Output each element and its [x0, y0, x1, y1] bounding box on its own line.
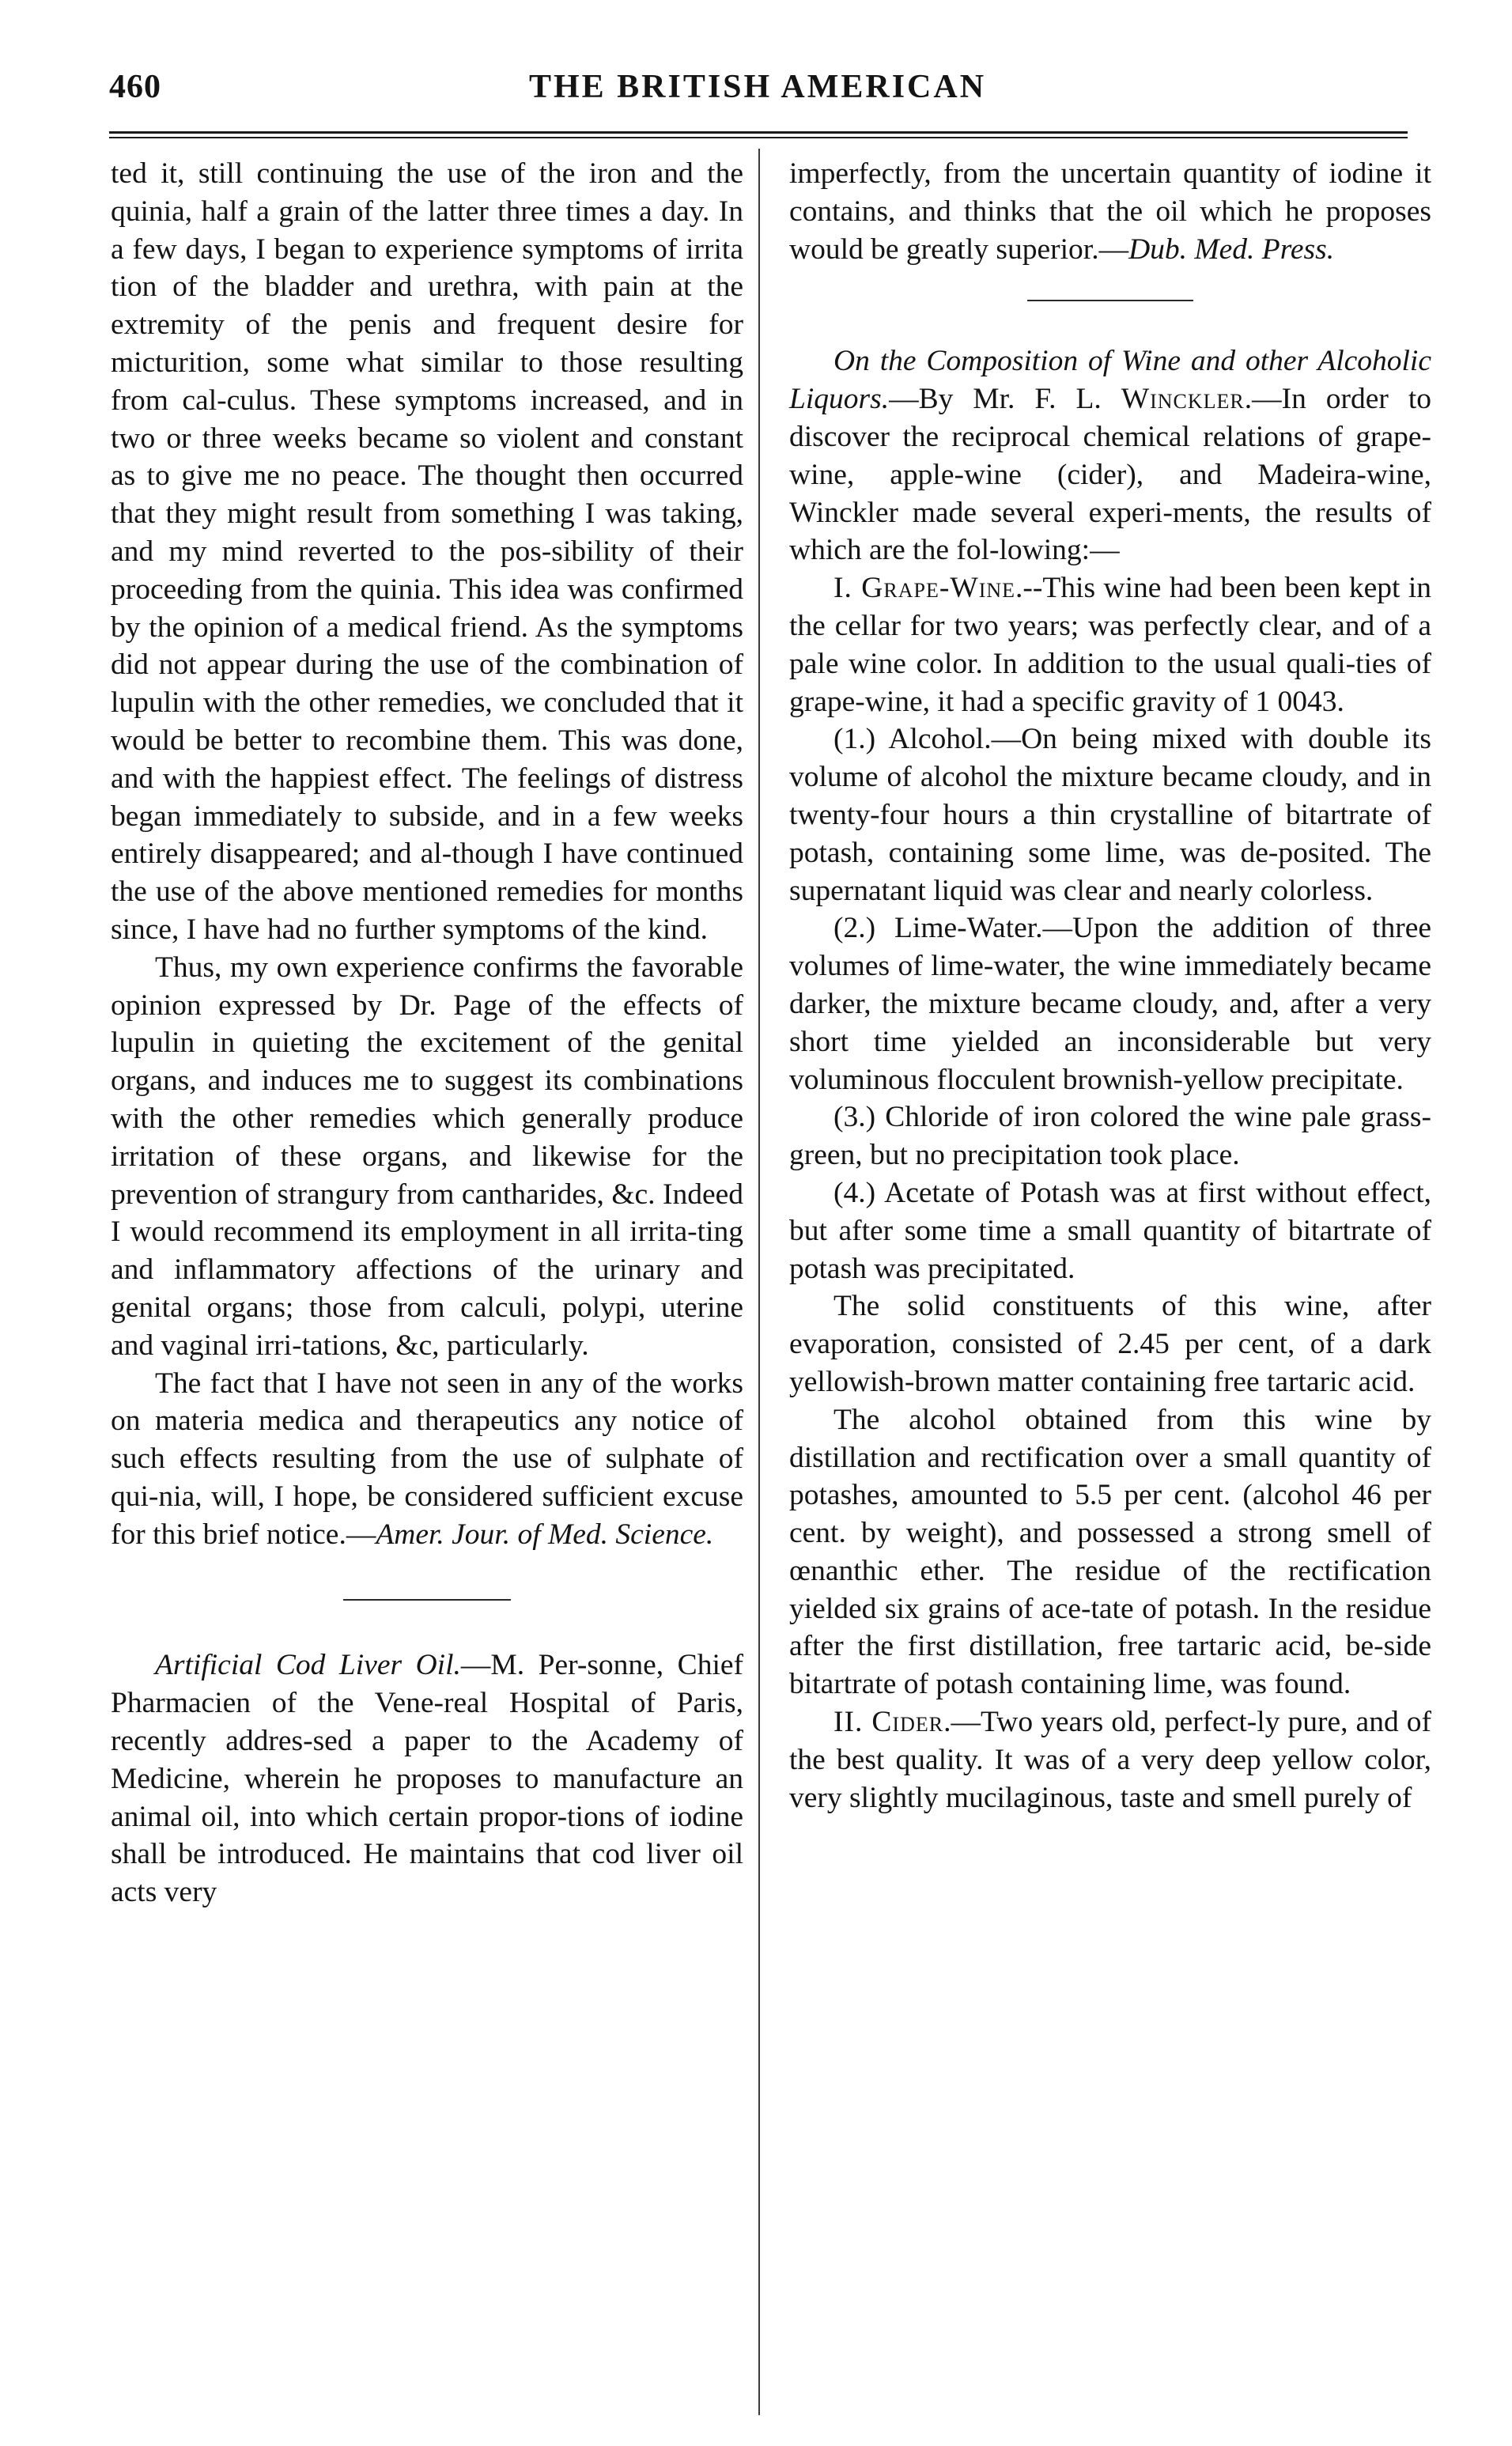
page-number: 460	[109, 69, 161, 105]
continued-text: imperfectly, from the uncertain quantity of iodine it contains, and thinks that the oil which he proposes would be greatly superior.—	[789, 157, 1431, 266]
acetate-item: (4.) Acetate of Potash was at first without effect, but after some time a small quantity of bitartrate of potash was precipitated.	[789, 1176, 1431, 1285]
chloride-item: (3.) Chloride of iron colored the wine pale grass-green, but no precipitation took place.	[789, 1101, 1431, 1172]
column-divider	[758, 149, 760, 2415]
source-citation: Dub. Med. Press.	[1128, 233, 1335, 266]
section-rule	[1027, 300, 1193, 301]
quinia-paragraph	[111, 1365, 743, 1554]
continued-paragraph	[789, 155, 1431, 268]
lupulin-paragraph: Thus, my own experience confirms the favorable opinion expressed by Dr. Page of the effects of lupulin in quieting the excitement of the genital organs, and induces me to suggest its combinations with the other remedies which generally produce irritation of these organs, and likewise for the prevention of strangury from cantharides, &c. Indeed I would recommend its employment in all irrita-ting and inflammatory affections of the urinary and genital organs; those from calculi, polypi, uterine and vaginal irri-tations, &c, particularly.	[111, 951, 743, 1362]
article-title: Artificial Cod Liver Oil.	[155, 1649, 461, 1682]
right-column	[789, 155, 1431, 1817]
running-title: THE BRITISH AMERICAN	[528, 69, 987, 105]
section-heading: II. Cider	[833, 1706, 944, 1739]
section-rule	[343, 1599, 511, 1601]
alcohol-distillation-paragraph: The alcohol obtained from this wine by distillation and rectification over a small quantity of potashes, amounted to 5.5 per cent. (alcohol 46 per cent. by weight), and possessed a strong smell of œnanthic ether. The residue of the rectification yielded six grains of ace-tate of potash. In the residue after the first distillation, free tartaric acid, be-side bitartrate of potash containing lime, was found.	[789, 1403, 1431, 1701]
article-intro-text: .—In order to discover the reciprocal chemical relations of grape-wine, apple-wine (cider), and Madeira-wine, Winckler made several experi-ments, the results of which are the fol-lowing:—	[789, 383, 1431, 567]
article-byline: —By Mr. F. L.	[889, 383, 1121, 416]
solid-constituents-paragraph: The solid constituents of this wine, after evaporation, consisted of 2.45 per cent, of a dark yellowish-brown matter containing free tartaric acid.	[789, 1290, 1431, 1398]
section-heading: I. Grape-Wine	[833, 572, 1016, 605]
source-citation: Amer. Jour. of Med. Science.	[376, 1518, 714, 1551]
quinia-paragraph-text: The fact that I have not seen in any of the works on materia medica and therapeutics any notice of such effects resulting from the use of sulphate of qui-nia, will, I hope, be considered sufficient excuse for this brief notice.—	[111, 1367, 743, 1551]
header-rule	[109, 131, 1408, 138]
author-name: Winckler	[1121, 383, 1245, 416]
page-header	[109, 68, 1406, 123]
lime-water-item: (2.) Lime-Water.—Upon the addition of three volumes of lime-water, the wine immediately became darker, the mixture became cloudy, and, after a very short time yielded an inconsiderable but very voluminous flocculent brownish-yellow precipitate.	[789, 912, 1431, 1096]
article-text: —M. Per-sonne, Chief Pharmacien of the Vene-real Hospital of Paris, recently addres-sed a paper to the Academy of Medicine, wherein he proposes to manufacture an animal oil, into which certain propor-tions of iodine shall be introduced. He maintains that cod liver oil acts very	[111, 1649, 743, 1909]
grape-wine-section	[789, 569, 1431, 720]
cider-section	[789, 1703, 1431, 1817]
article-title: On the Composition of Wine and other Alcoholic Liquors.	[789, 345, 1431, 416]
left-column	[111, 155, 743, 1911]
wine-article-intro	[789, 342, 1431, 569]
cod-liver-oil-article	[111, 1646, 743, 1911]
section-text: .--This wine had been been kept in the cellar for two years; was perfectly clear, and of a pale wine color. In addition to the usual quali-ties of grape-wine, it had a specific gravity of 1 0043.	[789, 572, 1431, 718]
alcohol-item: (1.) Alcohol.—On being mixed with double its volume of alcohol the mixture became cloudy, and in twenty-four hours a thin crystalline of bitartrate of potash, containing some lime, was de-posited. The supernatant liquid was clear and nearly colorless.	[789, 723, 1431, 907]
continued-paragraph: ted it, still continuing the use of the iron and the quinia, half a grain of the latter three times a day. In a few days, I began to experience symptoms of irrita tion of the bladder and urethra, with pain at the extremity of the penis and frequent desire for micturition, some what similar to those resulting from cal-culus. These symptoms increased, and in two or three weeks became so violent and constant as to give me no peace. The thought then occurred that they might result from something I was taking, and my mind reverted to the pos-sibility of their proceeding from the quinia. This idea was confirmed by the opinion of a medical friend. As the symptoms did not appear during the use of the combination of lupulin with the other remedies, we concluded that it would be better to recombine them. This was done, and with the happiest effect. The feelings of distress began immediately to subside, and in a few weeks entirely disappeared; and al-though I have continued the use of the above mentioned remedies for months since, I have had no further symptoms of the kind.	[111, 157, 743, 946]
section-text: .—Two years old, perfect-ly pure, and of the best quality. It was of a very deep yellow color, very slightly mucilaginous, taste and smell purely of	[789, 1706, 1431, 1814]
